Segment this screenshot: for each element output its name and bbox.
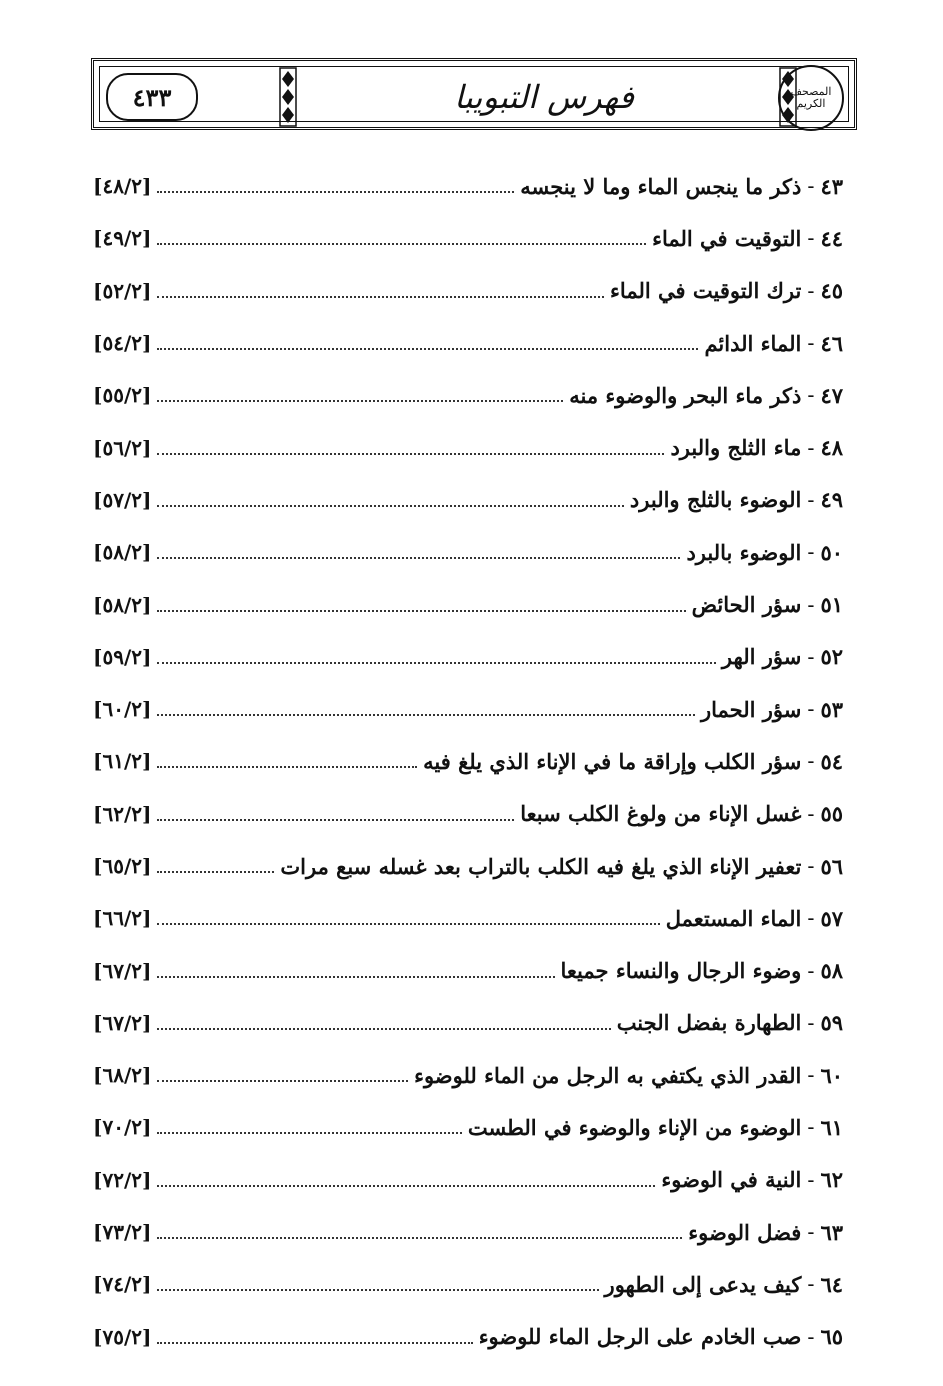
entry-dash: - <box>807 226 815 251</box>
entry-leader-dots <box>157 598 685 612</box>
toc-entry <box>93 1049 843 1101</box>
entry-number: ٦٥ <box>820 1324 843 1350</box>
entry-number: ٥٠ <box>820 539 843 565</box>
entry-reference: [٧٣/٢] <box>93 1220 152 1245</box>
entry-leader-dots <box>157 545 680 559</box>
toc-entry <box>93 944 843 996</box>
entry-dash: - <box>807 1324 815 1349</box>
entry-number: ٤٦ <box>820 330 843 356</box>
entry-dash: - <box>807 592 815 617</box>
entry-leader-dots <box>157 284 604 298</box>
entry-number: ٦٣ <box>820 1219 843 1245</box>
entry-number: ٥٣ <box>820 696 843 722</box>
entry-reference: [٤٩/٢] <box>93 226 152 251</box>
entry-number: ٤٨ <box>820 435 843 461</box>
entry-number: ٦٤ <box>820 1271 843 1297</box>
entry-reference: [٤٨/٢] <box>93 174 152 199</box>
entry-dash: - <box>807 1115 815 1140</box>
entry-reference: [٦٧/٢] <box>93 958 152 983</box>
entry-dash: - <box>807 487 815 512</box>
entry-title: الماء المستعمل <box>665 905 802 931</box>
entry-dash: - <box>807 906 815 931</box>
entry-leader-dots <box>157 1173 655 1187</box>
entry-reference: [٦٠/٢] <box>93 697 152 722</box>
entry-dash: - <box>807 958 815 983</box>
entry-number: ٥٨ <box>820 958 843 984</box>
quran-seal-logo <box>778 65 844 131</box>
entry-reference: [٦٧/٢] <box>93 1010 152 1035</box>
entry-title: سؤر الحائض <box>691 592 802 618</box>
entry-leader-dots <box>157 441 664 455</box>
page-title-text: فهرس التبويبا <box>454 78 634 116</box>
entry-title: الطهارة بفضل الجنب <box>616 1010 802 1036</box>
entry-number: ٥٩ <box>820 1010 843 1036</box>
entry-reference: [٥٩/٢] <box>93 644 152 669</box>
entry-title: غسل الإناء من ولوغ الكلب سبعا <box>520 801 802 827</box>
toc-entry <box>93 265 843 317</box>
page-number-medallion <box>106 73 198 121</box>
entry-reference: [٥٦/٢] <box>93 435 152 460</box>
entry-reference: [٥٨/٢] <box>93 540 152 565</box>
entry-title: ذكر ما ينجس الماء وما لا ينجسه <box>520 173 802 199</box>
entry-title: القدر الذي يكتفي به الرجل من الماء للوضوء <box>414 1062 802 1088</box>
page-number: ٤٣٣ <box>132 82 172 112</box>
entry-leader-dots <box>157 650 715 664</box>
entry-leader-dots <box>157 754 417 768</box>
entry-reference: [٦٢/٢] <box>93 801 152 826</box>
page-header <box>91 58 857 130</box>
entry-title: النية في الوضوء <box>661 1167 802 1193</box>
entry-dash: - <box>807 1272 815 1297</box>
entry-title: سؤر الكلب وإراقة ما في الإناء الذي يلغ فيه <box>423 748 802 774</box>
toc-entry <box>93 369 843 421</box>
toc-entry <box>93 212 843 264</box>
entry-leader-dots <box>157 1120 461 1134</box>
entry-number: ٥٢ <box>820 644 843 670</box>
entry-leader-dots <box>157 231 646 245</box>
entry-title: الوضوء بالثلج والبرد <box>629 487 802 513</box>
entry-title: فضل الوضوء <box>688 1219 802 1245</box>
entry-number: ٥١ <box>820 592 843 618</box>
entry-leader-dots <box>157 807 514 821</box>
toc-entry <box>93 1101 843 1153</box>
entry-reference: [٧٥/٢] <box>93 1324 152 1349</box>
entry-title: سؤر الهر <box>721 644 802 670</box>
entry-dash: - <box>807 1010 815 1035</box>
entry-dash: - <box>807 644 815 669</box>
toc-entry <box>93 474 843 526</box>
page-title <box>324 69 764 125</box>
entry-leader-dots <box>157 336 698 350</box>
entry-number: ٤٥ <box>820 278 843 304</box>
toc-entry <box>93 421 843 473</box>
entry-title: ماء الثلج والبرد <box>670 435 802 461</box>
seal-text: المصحف الكريم <box>790 84 832 110</box>
toc-entry <box>93 735 843 787</box>
entry-reference: [٥٢/٢] <box>93 278 152 303</box>
entry-leader-dots <box>157 702 694 716</box>
toc-entry <box>93 1154 843 1206</box>
entry-number: ٤٧ <box>820 382 843 408</box>
entry-title: الماء الدائم <box>704 330 802 356</box>
entry-reference: [٧٢/٢] <box>93 1167 152 1192</box>
ornament-band-left-icon <box>279 67 299 127</box>
toc-entry <box>93 788 843 840</box>
entry-reference: [٦٥/٢] <box>93 854 152 878</box>
entry-reference: [٧٠/٢] <box>93 1115 152 1140</box>
entry-number: ٦٢ <box>820 1167 843 1193</box>
entry-leader-dots <box>157 1016 610 1030</box>
entry-dash: - <box>807 1167 815 1192</box>
toc-entry <box>93 840 843 892</box>
entry-title: الوضوء من الإناء والوضوء في الطست <box>467 1114 802 1140</box>
entry-dash: - <box>807 278 815 303</box>
entry-title: كيف يدعى إلى الطهور <box>604 1271 802 1297</box>
entry-leader-dots <box>157 388 563 402</box>
entry-reference: [٥٨/٢] <box>93 592 152 617</box>
entry-reference: [٦٨/٢] <box>93 1063 152 1088</box>
entry-leader-dots <box>157 1068 408 1082</box>
entry-dash: - <box>807 383 815 408</box>
entry-reference: [٧٤/٢] <box>93 1272 152 1297</box>
entry-leader-dots <box>157 911 659 925</box>
toc-entry <box>93 578 843 630</box>
entry-dash: - <box>807 1063 815 1088</box>
entry-number: ٥٧ <box>820 905 843 931</box>
entry-reference: [٦١/٢] <box>93 749 152 774</box>
entry-title: تعفير الإناء الذي يلغ فيه الكلب بالتراب بعد غسله سبع مرات <box>280 853 802 879</box>
entry-leader-dots <box>157 1330 472 1344</box>
entry-title: ترك التوقيت في الماء <box>610 278 802 304</box>
entry-leader-dots <box>157 859 274 873</box>
entry-reference: [٥٧/٢] <box>93 487 152 512</box>
toc-entry <box>93 1311 843 1363</box>
toc-entry <box>93 160 843 212</box>
entry-leader-dots <box>157 179 514 193</box>
entry-leader-dots <box>157 1277 598 1291</box>
entry-title: سؤر الحمار <box>700 696 802 722</box>
table-of-contents <box>93 160 843 1363</box>
entry-reference: [٥٤/٢] <box>93 331 152 356</box>
entry-title: وضوء الرجال والنساء جميعا <box>560 958 802 984</box>
entry-leader-dots <box>157 1225 682 1239</box>
entry-dash: - <box>807 801 815 826</box>
entry-dash: - <box>807 1220 815 1245</box>
entry-dash: - <box>807 854 815 878</box>
entry-dash: - <box>807 697 815 722</box>
entry-number: ٥٥ <box>820 801 843 827</box>
entry-title: التوقيت في الماء <box>652 225 802 251</box>
toc-entry <box>93 1206 843 1258</box>
toc-entry <box>93 526 843 578</box>
entry-title: ذكر ماء البحر والوضوء منه <box>569 382 802 408</box>
toc-entry <box>93 892 843 944</box>
entry-number: ٤٤ <box>820 225 843 251</box>
toc-entry <box>93 631 843 683</box>
entry-number: ٦٠ <box>820 1062 843 1088</box>
entry-dash: - <box>807 331 815 356</box>
entry-title: صب الخادم على الرجل الماء للوضوء <box>478 1324 802 1350</box>
toc-entry <box>93 1258 843 1310</box>
entry-number: ٥٤ <box>820 748 843 774</box>
entry-reference: [٥٥/٢] <box>93 383 152 408</box>
entry-dash: - <box>807 174 815 199</box>
toc-entry <box>93 997 843 1049</box>
entry-number: ٤٩ <box>820 487 843 513</box>
entry-number: ٥٦ <box>820 853 843 879</box>
entry-dash: - <box>807 540 815 565</box>
entry-leader-dots <box>157 964 554 978</box>
entry-title: الوضوء بالبرد <box>686 539 802 565</box>
entry-dash: - <box>807 435 815 460</box>
entry-number: ٤٣ <box>820 173 843 199</box>
entry-leader-dots <box>157 493 623 507</box>
toc-entry <box>93 317 843 369</box>
entry-dash: - <box>807 749 815 774</box>
entry-number: ٦١ <box>820 1114 843 1140</box>
toc-entry <box>93 683 843 735</box>
entry-reference: [٦٦/٢] <box>93 906 152 931</box>
